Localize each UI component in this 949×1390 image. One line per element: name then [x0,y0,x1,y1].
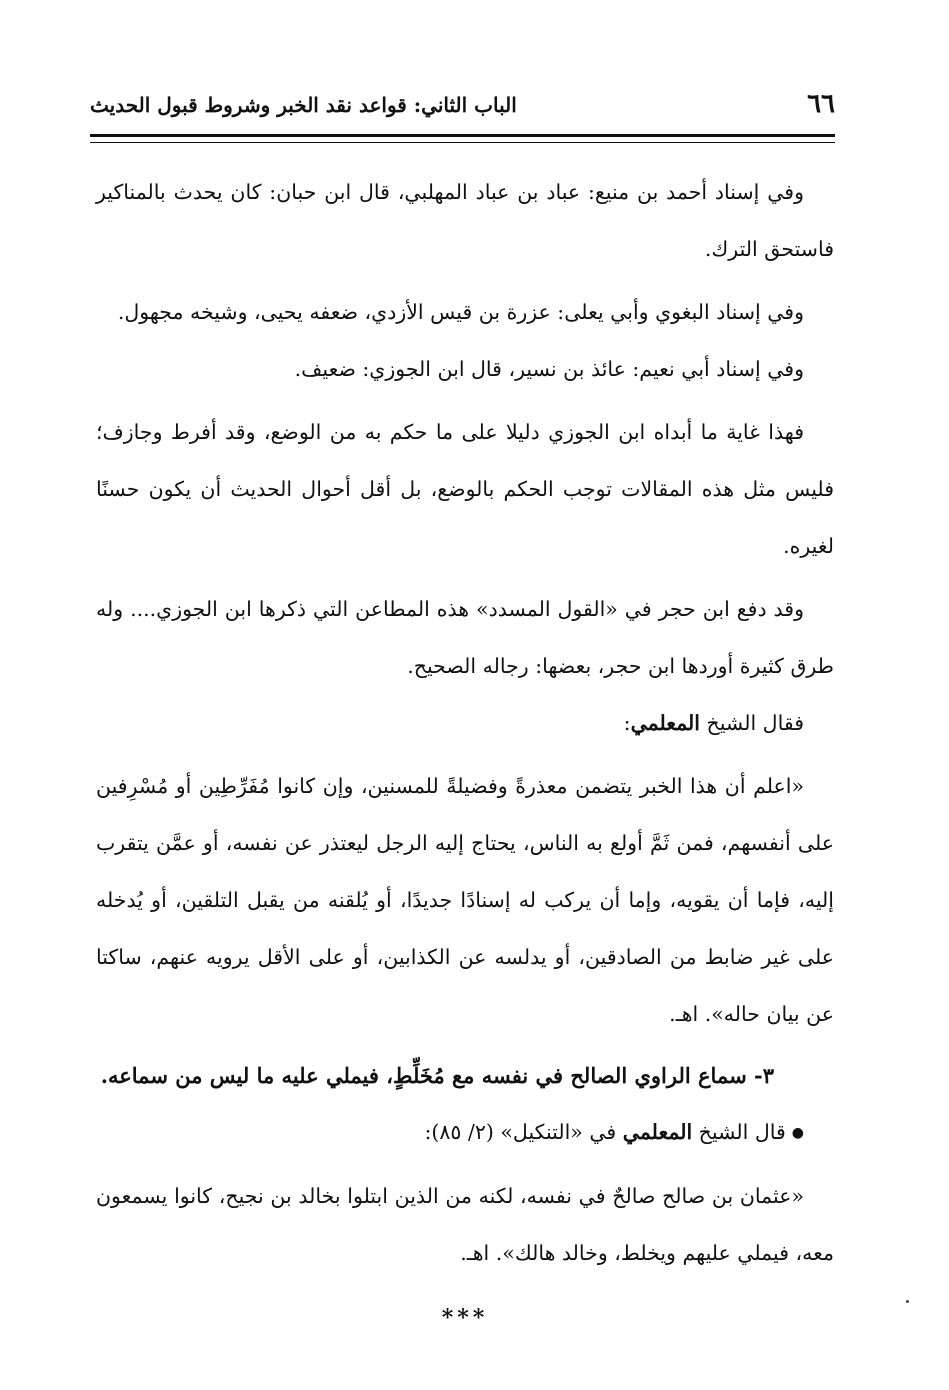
bullet-suffix: في «التنكيل» (٢/ ٨٥): [424,1120,623,1144]
bullet-scholar-name: المعلمي [622,1120,693,1144]
paragraph-baghawi: وفي إسناد البغوي وأبي يعلى: عزرة بن قيس الأزدي، ضعفه يحيى، وشيخه مجهول. [117,300,804,324]
header-rule-thick [90,134,835,137]
intro-prefix: فقال الشيخ [700,711,804,735]
section-divider-stars: *** [441,1305,489,1331]
page-number: ٦٦ [807,89,835,119]
paragraph-ibn-jawzi-verdict: فهذا غاية ما أبداه ابن الجوزي دليلا على ما حكم به من الوضع، وقد أفرط وجازف؛ فليس مثل هذه المقالات توجب الحكم بالوضع، بل أقل أحوال الحديث أن يكون حسنًا لغيره. [96,420,834,558]
running-title: الباب الثاني: قواعد نقد الخبر وشروط قبول الحديث [90,93,517,117]
bullet-line [96,1104,834,1162]
bullet-dot-icon: ● [791,1125,804,1141]
header-rule-thin [90,142,835,143]
body-text [96,164,834,1347]
scholar-name: المعلمي [630,711,700,735]
paragraph-uthman: «عثمان بن صالح صالحٌ في نفسه، لكنه من الذين ابتلوا بخالد بن نجيح، كانوا يسمعون معه، فيملي عليهم ويخلط، وخالد هالك». اهـ. [96,1184,834,1265]
page-header [90,88,835,128]
intro-suffix: : [623,711,631,735]
paragraph-muallimi-intro [96,695,834,752]
paragraph-ibn-mani: وفي إسناد أحمد بن منيع: عباد بن عباد المهلبي، قال ابن حبان: كان يحدث بالمناكير فاستحق الترك. [96,180,834,261]
paragraph-ibn-hajar: وقد دفع ابن حجر في «القول المسدد» هذه المطاعن التي ذكرها ابن الجوزي.... وله طرق كثيرة أوردها ابن حجر، بعضها: رجاله الصحيح. [96,597,834,678]
paragraph-abu-nuaym: وفي إسناد أبي نعيم: عائذ بن نسير، قال ابن الجوزي: ضعيف. [294,357,804,381]
section-heading: ٣- سماع الراوي الصالح في نفسه مع مُخَلِّطٍ، فيملي عليه ما ليس من سماعه. [100,1063,774,1088]
paragraph-quotation: «اعلم أن هذا الخبر يتضمن معذرةً وفضيلةً للمسنين، وإن كانوا مُفَرِّطِين أو مُسْرِفين على أنفسهم، فمن ثَمَّ أولع به الناس، يحتاج إليه الرجل ليعتذر عن نفسه، أو عمَّن يتقرب إليه، فإما أن يقويه، وإما أن يركب له إسنادًا جديدًا، أو يُلقنه من يقبل التلقين، أو يُدخله على غير ضابط من الصادقين، أو يدلسه عن الكذابين، أو على الأقل يرويه عنهم، ساكتا عن بيان حاله». اهـ. [96,774,834,1026]
bullet-prefix: قال الشيخ [692,1120,786,1144]
scan-speck [906,1300,909,1303]
